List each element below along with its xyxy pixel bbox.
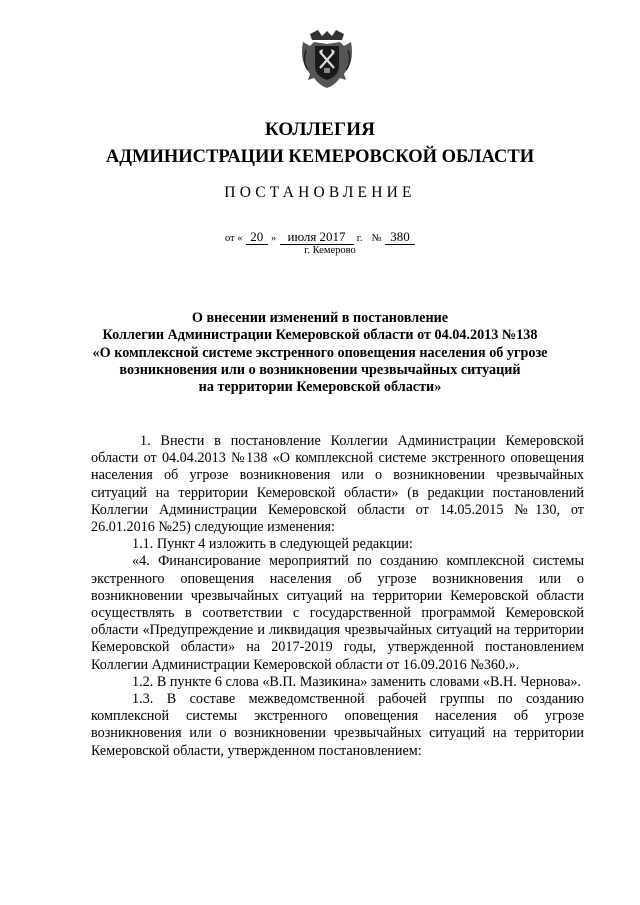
paragraph-item-1-2: 1.2. В пункте 6 слова «В.П. Мазикина» заменить словами «В.Н. Чернова».: [132, 673, 582, 690]
date-month-year: июля 2017: [280, 229, 354, 245]
city: г. Кемерово: [304, 245, 356, 256]
paragraph-item-1-1: 1.1. Пункт 4 изложить в следующей редакции:: [132, 536, 413, 553]
document-type: ПОСТАНОВЛЕНИЕ: [224, 184, 416, 201]
paragraph-item-1: 1. Внести в постановление Коллегии Администрации Кемеровской области от 04.04.2013 №138 «О комплексной системе экстренного оповещения населения об угрозе возникновения или о возникновении чрезвычайных ситуаций на территории Кемеровской области» (в редакции постановлений Коллегии Администрации Кемеровской области от 14.05.2015 №130, от 26.01.2016 №25) следующие изменения:: [91, 433, 584, 536]
decree-number: 380: [385, 229, 415, 245]
subject-line: Коллегии Администрации Кемеровской области от 04.04.2013 №138: [102, 327, 538, 344]
decree-date-number: [0, 229, 640, 245]
date-close-quote: »: [271, 233, 277, 244]
year-suffix: г.: [356, 233, 363, 244]
decree-subject: [0, 310, 640, 396]
subject-line: на территории Кемеровской области»: [198, 379, 442, 396]
paragraph-item-1-3: 1.3. В составе межведомственной рабочей группы по созданию комплексной системы экстренного оповещения населения об угрозе возникновения или о возникновении чрезвычайных ситуаций на территории Кемеровской области, утвержденном постановлением:: [91, 691, 584, 759]
subject-line: О внесении изменений в постановление: [191, 310, 449, 326]
subject-line: «О комплексной системе экстренного оповещения населения об угрозе: [92, 344, 548, 361]
organization-name-line2: АДМИНИСТРАЦИИ КЕМЕРОВСКОЙ ОБЛАСТИ: [105, 147, 535, 167]
coat-of-arms-emblem: [300, 28, 354, 90]
date-prefix: от «: [224, 233, 243, 244]
date-day: 20: [246, 229, 268, 245]
number-sign: №: [371, 233, 382, 244]
organization-name-line1: КОЛЛЕГИЯ: [264, 119, 376, 140]
subject-line: возникновения или о возникновении чрезвычайных ситуаций: [119, 361, 521, 378]
paragraph-item-4-text: «4. Финансирование мероприятий по созданию комплексной системы экстренного оповещения населения об угрозе возникновения или о возникновении чрезвычайных ситуаций на территории Кемеровской области осуществлять в соответствии с государственной программой Кемеровской области «Предупреждение и ликвидация чрезвычайных ситуаций на территории Кемеровской области» на 2017-2019 годы, утвержденной постановлением Коллегии Администрации Кемеровской области от 16.09.2016 №360.».: [91, 553, 584, 673]
decree-body: [91, 433, 584, 760]
